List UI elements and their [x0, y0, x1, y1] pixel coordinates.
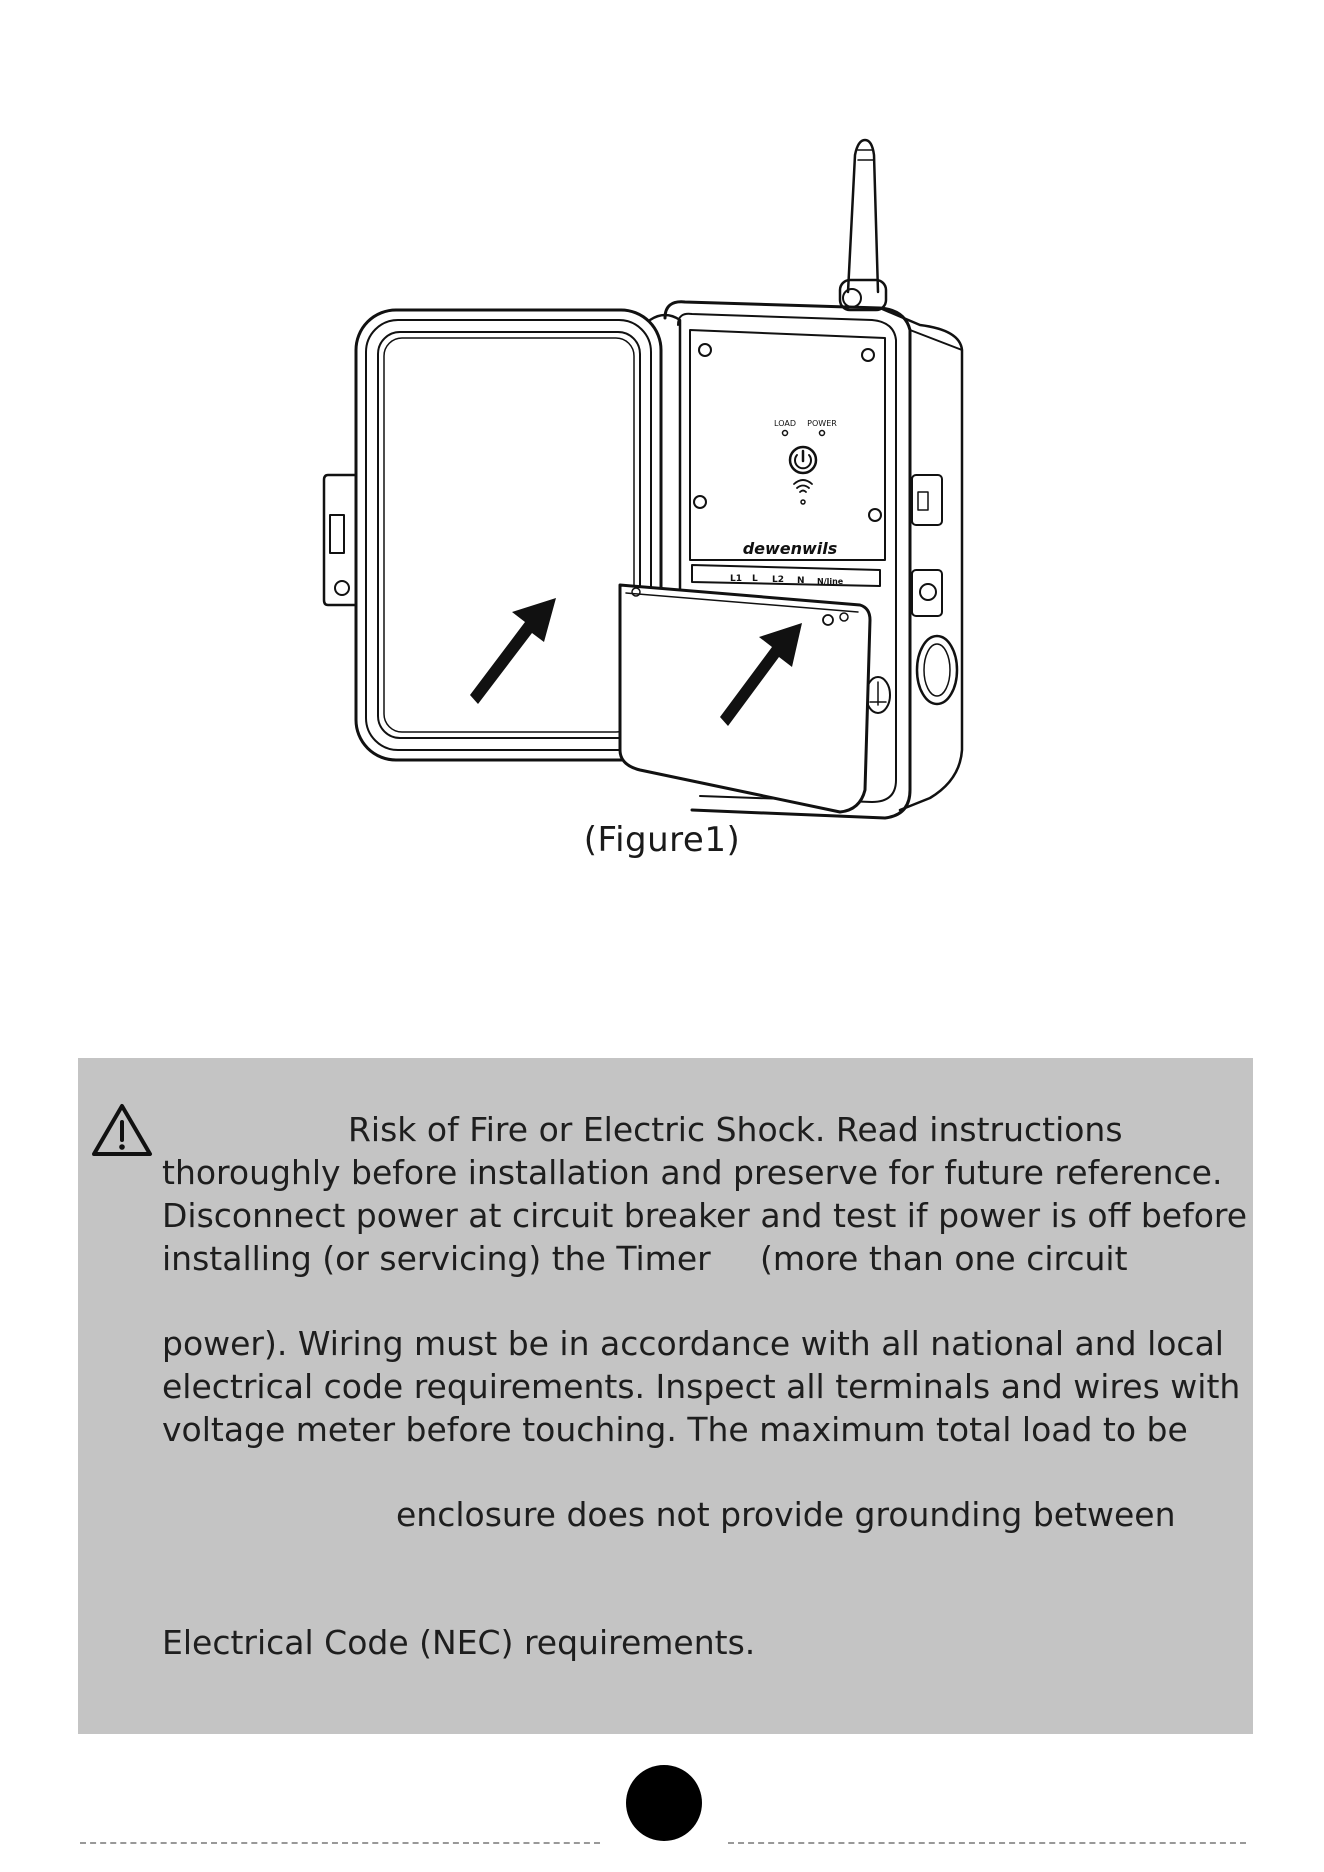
faceplate	[690, 330, 885, 560]
warning-line-7: voltage meter before touching. The maximum total load to be	[162, 1410, 1188, 1449]
svg-text:N: N	[797, 576, 805, 586]
brand-logo: dewenwils	[742, 539, 838, 558]
footer-divider-right	[728, 1842, 1246, 1844]
svg-text:L: L	[752, 574, 758, 584]
door-latch	[324, 475, 356, 605]
warning-line-4b: (more than one circuit	[760, 1239, 1128, 1278]
timer-enclosure-figure	[320, 130, 990, 830]
warning-triangle-icon	[90, 1102, 154, 1158]
enclosure-door	[356, 310, 661, 760]
footer-divider-left	[80, 1842, 600, 1844]
svg-text:LOAD: LOAD	[774, 419, 796, 428]
warning-line-6: electrical code requirements. Inspect all terminals and wires with	[162, 1367, 1241, 1406]
arrow-icon	[470, 598, 556, 704]
svg-text:L2: L2	[772, 575, 784, 585]
warning-line-2: thoroughly before installation and preserve for future reference.	[162, 1153, 1223, 1192]
svg-text:N/line: N/line	[817, 577, 844, 586]
warning-line-5: power). Wiring must be in accordance with all national and local	[162, 1324, 1224, 1363]
page-number-badge	[626, 1765, 702, 1841]
warning-line-8: enclosure does not provide grounding between	[396, 1495, 1176, 1534]
warning-line-1: Risk of Fire or Electric Shock. Read instructions	[348, 1110, 1123, 1149]
wifi-icon	[794, 480, 812, 492]
svg-text:L1: L1	[730, 574, 742, 584]
svg-text:POWER: POWER	[807, 419, 837, 428]
figure-caption: (Figure1)	[583, 820, 741, 860]
warning-line-4a: installing (or servicing) the Timer	[162, 1239, 711, 1278]
antenna-icon	[840, 140, 886, 310]
warning-line-3: Disconnect power at circuit breaker and test if power is off before	[162, 1196, 1248, 1235]
warning-box	[78, 1058, 1253, 1734]
warning-line-9: Electrical Code (NEC) requirements.	[162, 1623, 756, 1662]
